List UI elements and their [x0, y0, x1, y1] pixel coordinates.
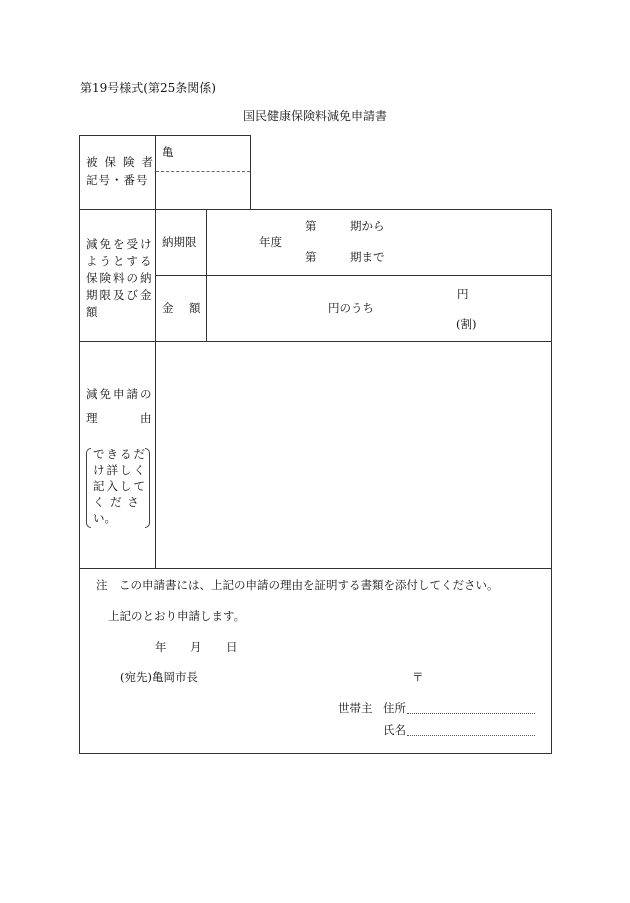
- reason-label-line1: 減免申請の: [86, 387, 154, 401]
- period-from-suffix: 期から: [350, 219, 385, 233]
- insured-label-line1: [86, 155, 160, 169]
- insured-label-text: 被保険者: [86, 155, 160, 169]
- date-day-label: 日: [226, 640, 238, 654]
- insured-box-left: [79, 135, 80, 209]
- reason-label-ri: 理: [86, 411, 98, 425]
- due-label: 納期限: [162, 235, 197, 249]
- table-left: [79, 209, 80, 754]
- date-month-label: 月: [190, 640, 202, 654]
- hint-line1: できるだ: [93, 447, 147, 461]
- household-head-label: 世帯主: [338, 701, 373, 715]
- addressee: (宛先)亀岡市長: [120, 670, 198, 684]
- hint-line2: け詳しく: [93, 463, 147, 477]
- period-from-prefix: 第: [305, 219, 317, 233]
- yen-label: 円: [457, 287, 469, 301]
- footer-section-top: [79, 568, 552, 569]
- reason-section-top: [79, 341, 552, 342]
- amount-label-1: 金: [162, 301, 174, 315]
- attachment-note: 注 この申請書には、上記の申請の理由を証明する書類を添付してください。: [96, 578, 499, 592]
- postal-mark: 〒: [412, 670, 424, 684]
- table-right: [551, 209, 552, 754]
- insured-label-line2: 記号・番号: [86, 173, 149, 187]
- table-bottom: [79, 753, 552, 754]
- form-title: 国民健康保険料減免申請書: [242, 109, 387, 123]
- due-amount-divider: [155, 275, 552, 276]
- target-label-line1: 減免を受け: [86, 237, 154, 251]
- reason-label-yu: 由: [140, 411, 152, 425]
- name-label: 氏名: [383, 723, 406, 737]
- target-label-line5: 額: [86, 305, 98, 319]
- apply-statement: 上記のとおり申請します。: [108, 609, 246, 623]
- hint-bracket-left: [86, 448, 91, 528]
- insured-dashed-line: [156, 171, 250, 172]
- hint-line3: 記入して: [93, 479, 147, 493]
- target-label-line3: 保険料の納: [86, 271, 154, 285]
- insured-box-top: [79, 135, 251, 136]
- insured-prefix: 亀: [162, 145, 174, 159]
- amount-of-label: 円のうち: [328, 301, 374, 315]
- target-label-line2: ようとする: [86, 254, 154, 268]
- percent-label: (割): [456, 317, 477, 331]
- hint-line4: く だ さ: [93, 495, 140, 509]
- form-number: 第19号様式(第25条関係): [80, 81, 216, 95]
- insured-box-divider: [155, 135, 156, 209]
- amount-label-2: 額: [189, 301, 201, 315]
- period-to-suffix: 期まで: [350, 250, 385, 264]
- hint-line5: い。: [93, 511, 116, 525]
- target-label-line4: 期限及び金: [86, 288, 154, 302]
- address-field-line[interactable]: [407, 713, 535, 714]
- target-section-top: [79, 209, 552, 210]
- name-field-line[interactable]: [407, 735, 535, 736]
- date-year-label: 年: [155, 640, 167, 654]
- insured-box-right: [250, 135, 251, 209]
- fiscal-year-label: 年度: [259, 235, 282, 249]
- label-column-divider: [155, 209, 156, 568]
- period-to-prefix: 第: [305, 250, 317, 264]
- address-label: 住所: [383, 701, 406, 715]
